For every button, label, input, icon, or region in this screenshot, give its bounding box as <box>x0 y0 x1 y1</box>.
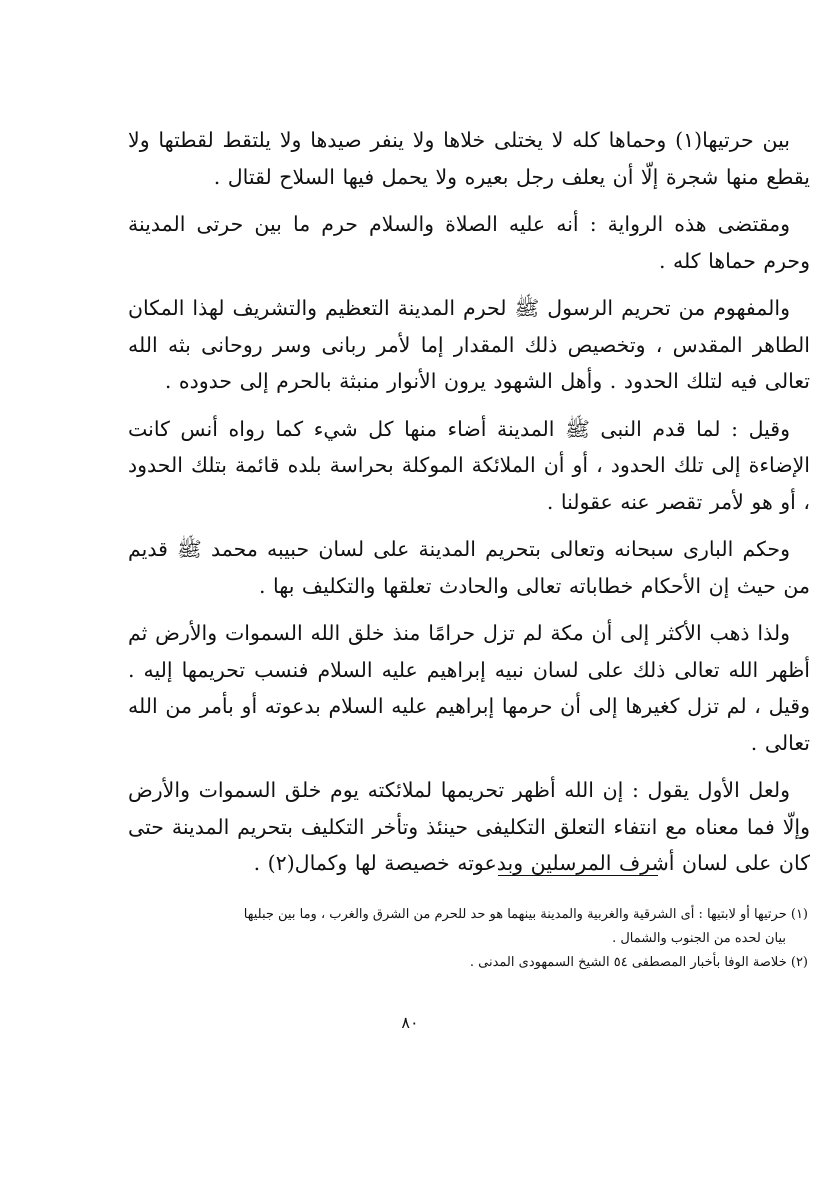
main-text <box>128 122 810 893</box>
paragraph-4: وقيل : لما قدم النبى ﷺ المدينة أضاء منها كل شيء كما رواه أنس كانت الإضاءة إلى تلك الحدود ، أو أن الملائكة الموكلة بحراسة بلده قائمة بتلك الحدود ، أو هو لأمر تقصر عنه عقولنا . <box>128 416 810 514</box>
footnote-2: (٢) خلاصة الوفا بأخبار المصطفى ٥٤ الشيخ السمهودى المدنى . <box>469 955 808 970</box>
page-number: ٨٠ <box>401 1013 419 1032</box>
paragraph-7: ولعل الأول يقول : إن الله أظهر تحريمها لملائكته يوم خلق السموات والأرض وإلّا فما معناه مع انتفاء التعلق التكليفى حينئذ وتأخر التكليف بتحريم المدينة حتى كان على لسان أشرف المرسلين وبدعوته خصيصة لها وكمال(٢) . <box>128 778 810 875</box>
paragraph-2: ومقتضى هذه الرواية : أنه عليه الصلاة والسلام حرم ما بين حرتى المدينة وحرم حماها كله . <box>128 212 810 273</box>
paragraph-3: والمفهوم من تحريم الرسول ﷺ لحرم المدينة التعظيم والتشريف لهذا المكان الطاهر المقدس ، وتخصيص ذلك المقدار إما لأمر ربانى وسر روحانى بثه الله تعالى فيه لتلك الحدود . وأهل الشهود يرون الأنوار منبثة بالحرم إلى حدوده . <box>128 296 810 393</box>
footnote-separator <box>498 875 658 876</box>
footnote-1-continuation: بيان لحده من الجنوب والشمال . <box>612 931 786 946</box>
footnotes <box>128 903 808 975</box>
paragraph-6: ولذا ذهب الأكثر إلى أن مكة لم تزل حرامًا منذ خلق الله السموات والأرض ثم أظهر الله تعالى ذلك على لسان نبيه إبراهيم عليه السلام فنسب تحريمها إليه . وقيل ، لم تزل كغيرها إلى أن حرمها إبراهيم عليه السلام بدعوته أو بأمر من الله تعالى . <box>128 621 810 755</box>
paragraph-1: بين حرتيها(١) وحماها كله لا يختلى خلاها ولا ينفر صيدها ولا يلتقط لقطتها ولا يقطع منها شجرة إلّا أن يعلف رجل بعيره ولا يحمل فيها السلاح لقتال . <box>128 128 810 189</box>
paragraph-5: وحكم البارى سبحانه وتعالى بتحريم المدينة على لسان حبيبه محمد ﷺ قديم من حيث إن الأحكام خطاباته تعالى والحادث تعلقها والتكليف بها . <box>128 537 810 598</box>
footnote-1: (١) حرتيها أو لابتيها : أى الشرقية والغربية والمدينة بينهما هو حد للحرم من الشرق والغرب ، وما بين جبليها <box>243 907 808 922</box>
